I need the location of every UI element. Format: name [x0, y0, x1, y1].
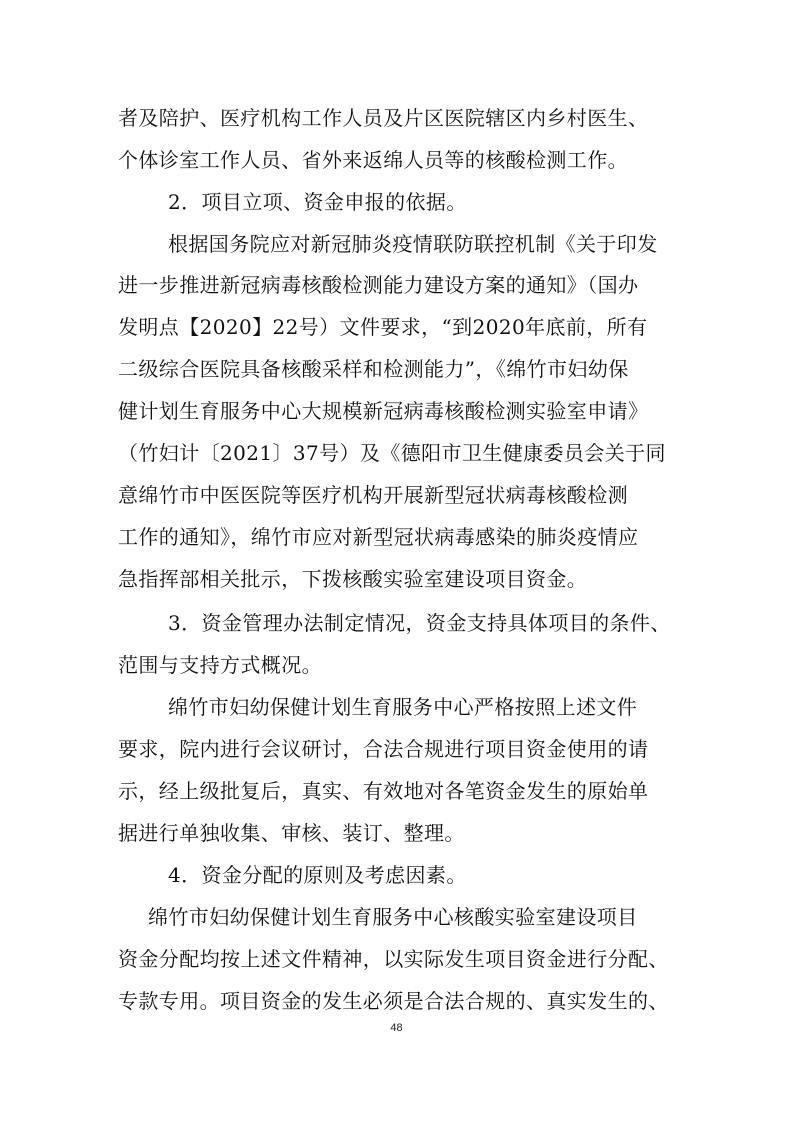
text-line: 者及陪护、医疗机构工作人员及片区医院辖区内乡村医生、: [118, 106, 649, 130]
text-line: （竹妇计〔2021〕37号）及《德阳市卫生健康委员会关于同: [118, 441, 666, 465]
text-line: 工作的通知》，绵竹市应对新型冠状病毒感染的肺炎疫情应: [118, 525, 639, 549]
text-line: 范围与支持方式概况。: [118, 653, 322, 677]
text-line: 据进行单独收集、审核、装订、整理。: [118, 821, 465, 845]
text-line: 意绵竹市中医医院等医疗机构开展新型冠状病毒核酸检测: [118, 483, 628, 507]
page-number: 48: [390, 1022, 403, 1034]
text-line: 急指挥部相关批示，下拨核酸实验室建设项目资金。: [118, 567, 588, 591]
section-heading: 2．项目立项、资金申报的依据。: [168, 190, 467, 214]
paragraph-first-line: 根据国务院应对新冠肺炎疫情联防联控机制《关于印发: [168, 232, 658, 256]
text-line: 健计划生育服务中心大规模新冠病毒核酸检测实验室申请》: [118, 399, 649, 423]
section-heading: 4．资金分配的原则及考虑因素。: [168, 863, 467, 887]
text-line: 二级综合医院具备核酸采样和检测能力”，《绵竹市妇幼保: [118, 357, 629, 381]
section-heading: 3．资金管理办法制定情况，资金支持具体项目的条件、: [168, 611, 671, 635]
text-line: 资金分配均按上述文件精神，以实际发生项目资金进行分配、: [118, 947, 669, 971]
paragraph-first-line: 绵竹市妇幼保健计划生育服务中心核酸实验室建设项目: [148, 905, 638, 929]
text-line: 示，经上级批复后，真实、有效地对各笔资金发生的原始单: [118, 779, 649, 803]
text-line: 进一步推进新冠病毒核酸检测能力建设方案的通知》（国办: [118, 273, 639, 297]
text-line: 个体诊室工作人员、省外来返绵人员等的核酸检测工作。: [118, 148, 628, 172]
text-line: 专款专用。项目资金的发生必须是合法合规的、真实发生的、: [118, 989, 669, 1013]
text-line: 要求，院内进行会议研讨，合法合规进行项目资金使用的请: [118, 737, 649, 761]
paragraph-first-line: 绵竹市妇幼保健计划生育服务中心严格按照上述文件: [168, 695, 638, 719]
text-line: 发明点【2020】22号）文件要求，“到2020年底前，所有: [118, 315, 648, 339]
